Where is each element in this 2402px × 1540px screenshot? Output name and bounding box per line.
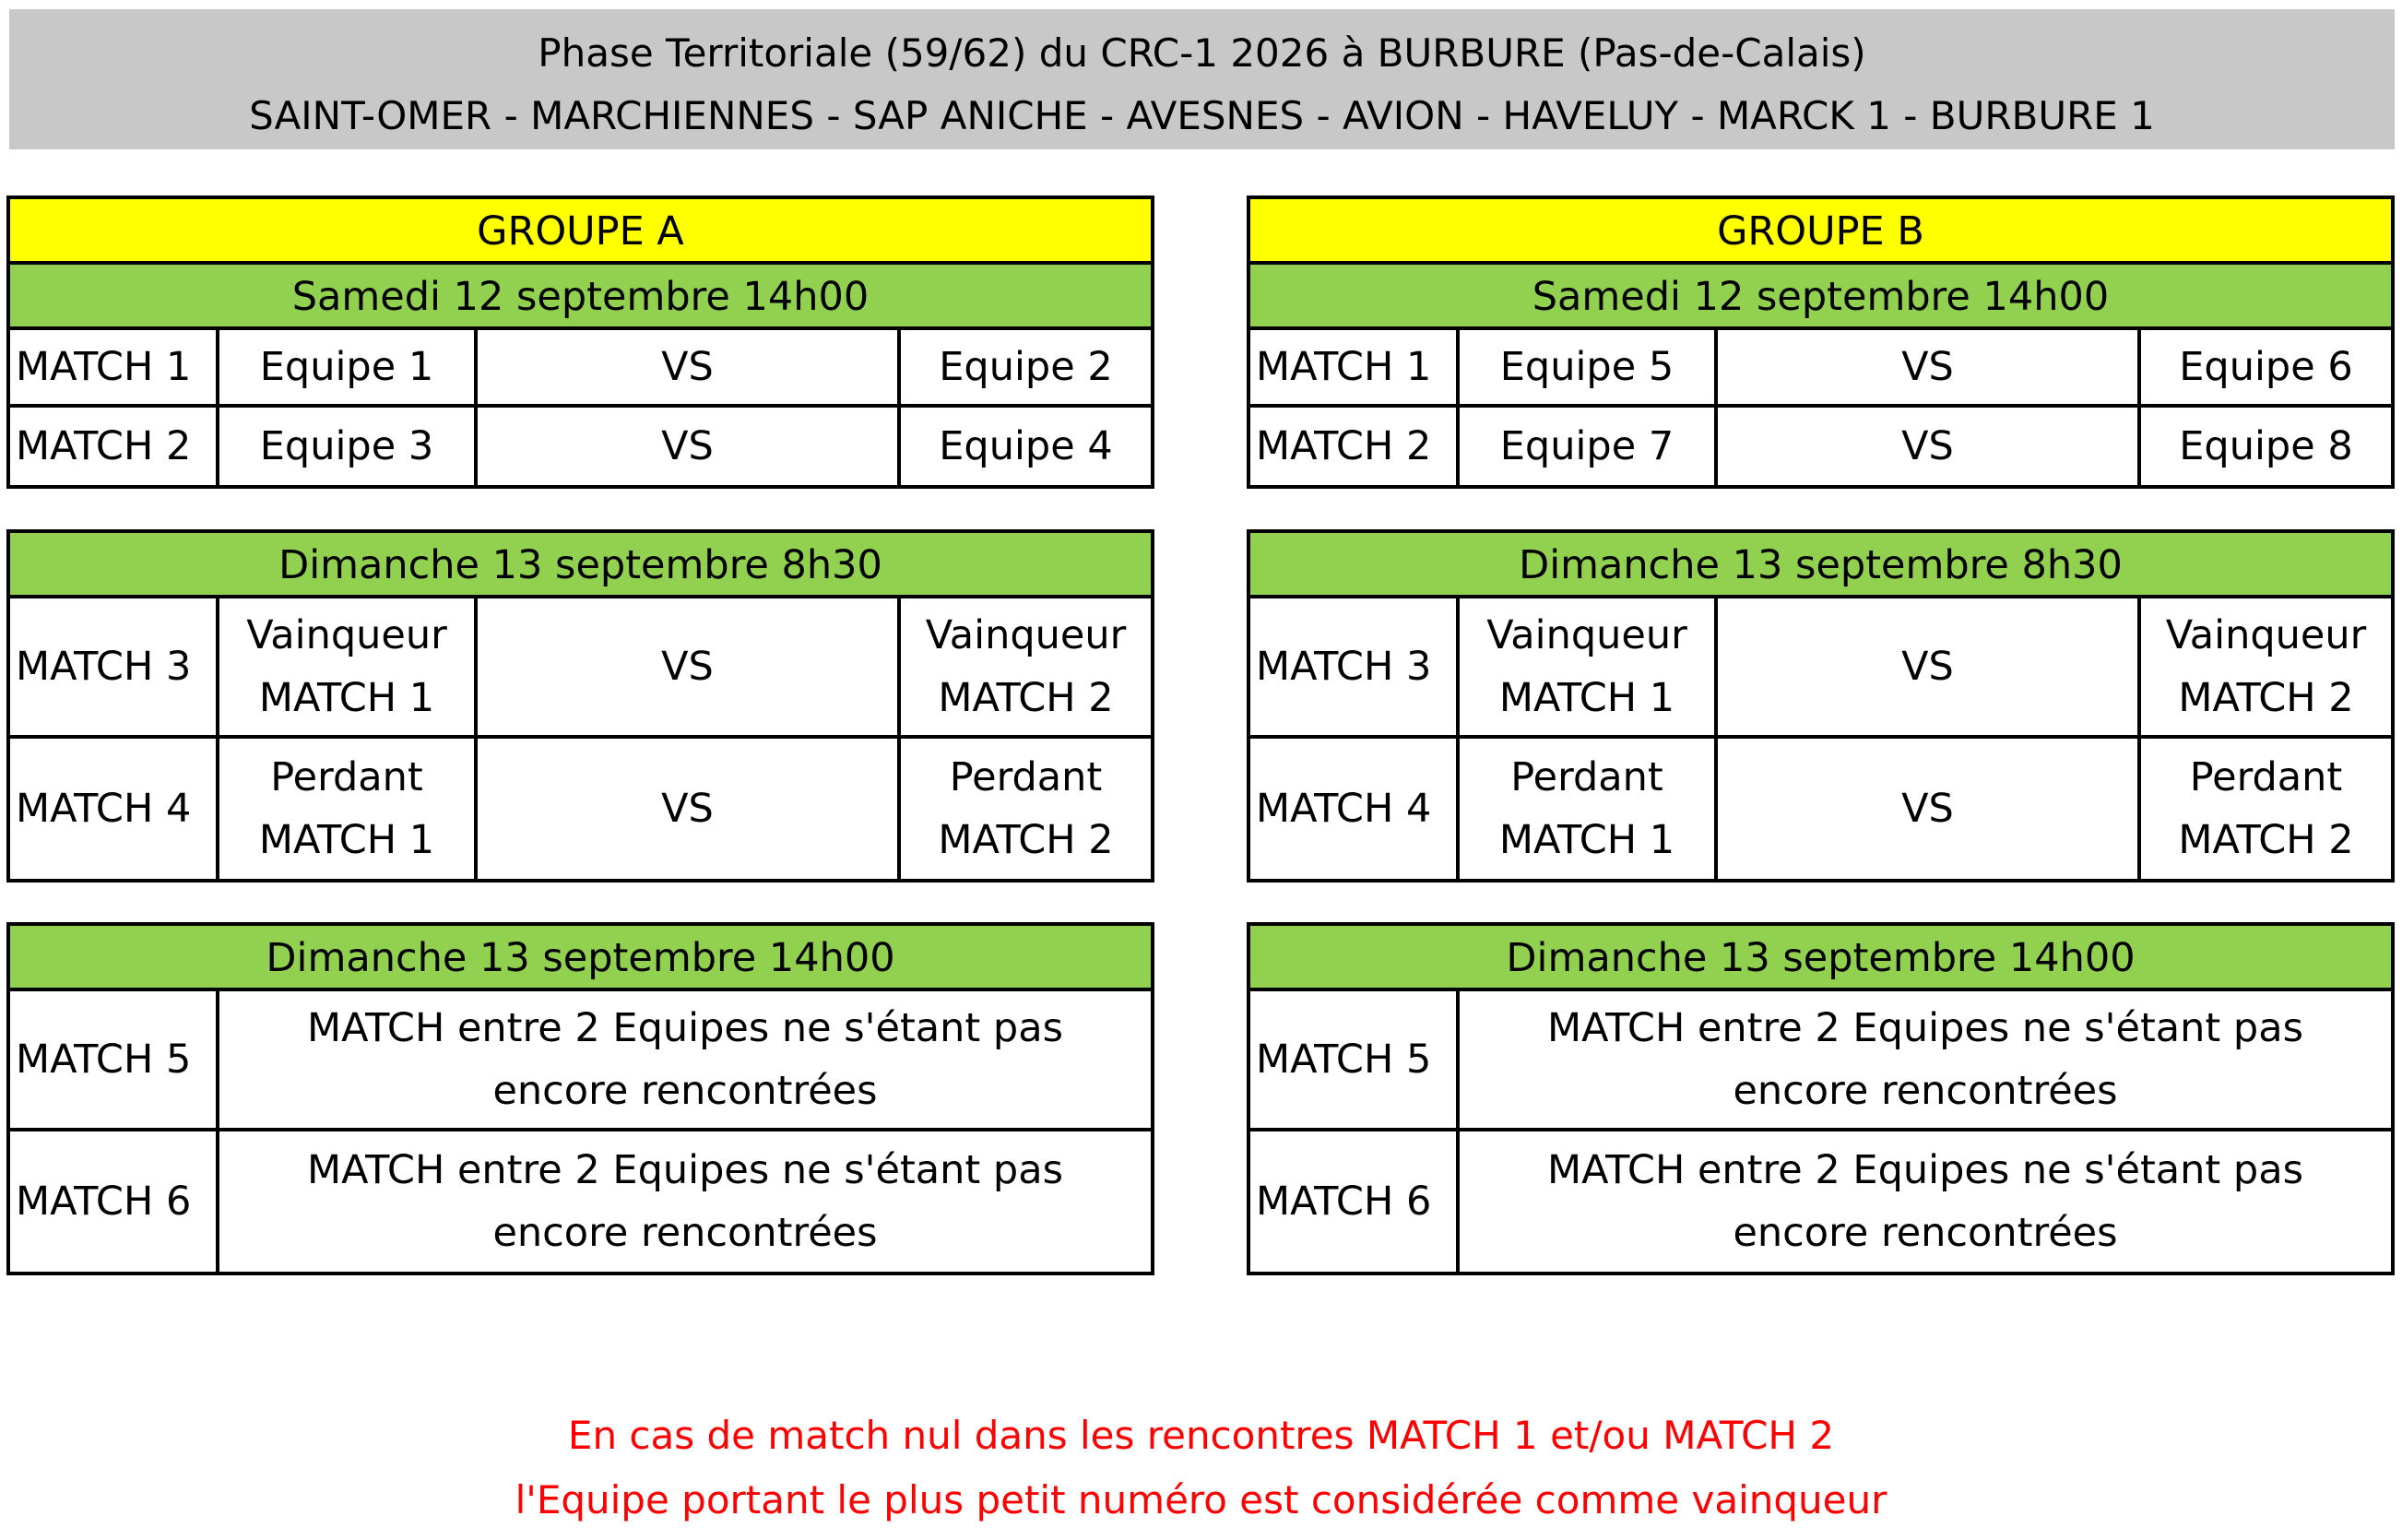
match-row [1250, 991, 2391, 1131]
group-a-day1-header: Samedi 12 septembre 14h00 [10, 265, 1151, 330]
tiebreak-note-line1: En cas de match nul dans les rencontres MATCH 1 et/ou MATCH 2 [567, 1413, 1835, 1458]
team-home [1460, 598, 1718, 735]
tiebreak-note-line2: l'Equipe portant le plus petit numéro est considérée comme vainqueur [515, 1477, 1887, 1522]
team-away-line2: MATCH 2 [938, 675, 1114, 721]
group-a-saturday-block [6, 195, 1154, 489]
title-line-2: SAINT-OMER - MARCHIENNES - SAP ANICHE - AVESNES - AVION - HAVELUY - MARCK 1 - BURBURE 1 [249, 93, 2155, 138]
match-row [1250, 739, 2391, 879]
match-label: MATCH 5 [1250, 991, 1460, 1128]
team-home-line1: Perdant [270, 754, 423, 800]
match-row [10, 1131, 1151, 1272]
match-row [10, 739, 1151, 879]
match-row [1250, 1131, 2391, 1272]
team-away [901, 598, 1151, 735]
versus-label: VS [478, 330, 901, 404]
team-home: Equipe 7 [1460, 408, 1718, 485]
match-description-line2: encore rencontrées [1733, 1068, 2118, 1114]
match-row [1250, 598, 2391, 739]
match-description [1460, 991, 2391, 1128]
match-row [10, 330, 1151, 408]
team-away-line2: MATCH 2 [2178, 817, 2354, 863]
team-away-line1: Vainqueur [925, 612, 1127, 658]
match-description-line1: MATCH entre 2 Equipes ne s'étant pas [307, 1147, 1063, 1193]
match-label: MATCH 5 [10, 991, 219, 1128]
versus-label: VS [478, 408, 901, 485]
team-away [2141, 598, 2391, 735]
match-label: MATCH 2 [10, 408, 219, 485]
match-description-line2: encore rencontrées [492, 1210, 878, 1256]
team-away: Equipe 6 [2179, 344, 2353, 390]
versus-label: VS [1718, 598, 2141, 735]
group-a-sunday-morning-block [6, 529, 1154, 883]
match-description [219, 991, 1151, 1128]
tiebreak-note [0, 1404, 2402, 1533]
team-home-line2: MATCH 1 [258, 675, 435, 721]
match-label: MATCH 3 [10, 598, 219, 735]
team-home: Equipe 5 [1460, 330, 1718, 404]
match-description [219, 1131, 1151, 1272]
match-row [1250, 330, 2391, 408]
match-description-line2: encore rencontrées [1733, 1210, 2118, 1256]
team-away: Equipe 2 [939, 344, 1113, 390]
team-away-line2: MATCH 2 [938, 817, 1114, 863]
team-away-line1: Perdant [2189, 754, 2343, 800]
match-label: MATCH 6 [10, 1131, 219, 1272]
team-away-line1: Perdant [949, 754, 1103, 800]
match-description-line1: MATCH entre 2 Equipes ne s'étant pas [1547, 1005, 2303, 1051]
group-a-day3-header: Dimanche 13 septembre 14h00 [10, 926, 1151, 991]
versus-label: VS [1718, 408, 2141, 485]
group-a-day2-header: Dimanche 13 septembre 8h30 [10, 533, 1151, 598]
versus-label: VS [478, 739, 901, 879]
title-banner [9, 9, 2395, 149]
team-home [1460, 739, 1718, 879]
match-label: MATCH 4 [1250, 739, 1460, 879]
title-line-1: Phase Territoriale (59/62) du CRC-1 2026 à BURBURE (Pas-de-Calais) [538, 30, 1866, 76]
match-row [10, 598, 1151, 739]
team-home-line1: Vainqueur [246, 612, 447, 658]
match-label: MATCH 6 [1250, 1131, 1460, 1272]
match-label: MATCH 2 [1250, 408, 1460, 485]
team-away: Equipe 4 [939, 423, 1113, 469]
team-home-line2: MATCH 1 [1498, 675, 1675, 721]
group-a-sunday-afternoon-block [6, 922, 1154, 1275]
match-description-line1: MATCH entre 2 Equipes ne s'étant pas [307, 1005, 1063, 1051]
match-row [10, 408, 1151, 485]
team-home-line2: MATCH 1 [1498, 817, 1675, 863]
match-description-line2: encore rencontrées [492, 1068, 878, 1114]
team-home-line1: Perdant [1510, 754, 1663, 800]
group-a-title: GROUPE A [10, 199, 1151, 265]
match-row [10, 991, 1151, 1131]
group-b-title: GROUPE B [1250, 199, 2391, 265]
versus-label: VS [1718, 739, 2141, 879]
match-label: MATCH 1 [10, 330, 219, 404]
team-away [2141, 739, 2391, 879]
group-b-day3-header: Dimanche 13 septembre 14h00 [1250, 926, 2391, 991]
team-home: Equipe 3 [219, 408, 478, 485]
versus-label: VS [1718, 330, 2141, 404]
group-b-sunday-morning-block [1247, 529, 2395, 883]
match-label: MATCH 3 [1250, 598, 1460, 735]
group-b-day2-header: Dimanche 13 septembre 8h30 [1250, 533, 2391, 598]
team-home [219, 739, 478, 879]
match-description [1460, 1131, 2391, 1272]
team-home-line2: MATCH 1 [258, 817, 435, 863]
team-away: Equipe 8 [2179, 423, 2353, 469]
versus-label: VS [478, 598, 901, 735]
group-b-sunday-afternoon-block [1247, 922, 2395, 1275]
group-b-saturday-block [1247, 195, 2395, 489]
match-label: MATCH 1 [1250, 330, 1460, 404]
match-label: MATCH 4 [10, 739, 219, 879]
match-row [1250, 408, 2391, 485]
team-home: Equipe 1 [219, 330, 478, 404]
team-away-line2: MATCH 2 [2178, 675, 2354, 721]
team-away-line1: Vainqueur [2165, 612, 2367, 658]
match-description-line1: MATCH entre 2 Equipes ne s'étant pas [1547, 1147, 2303, 1193]
team-home-line1: Vainqueur [1486, 612, 1687, 658]
group-b-day1-header: Samedi 12 septembre 14h00 [1250, 265, 2391, 330]
team-away [901, 739, 1151, 879]
team-home [219, 598, 478, 735]
